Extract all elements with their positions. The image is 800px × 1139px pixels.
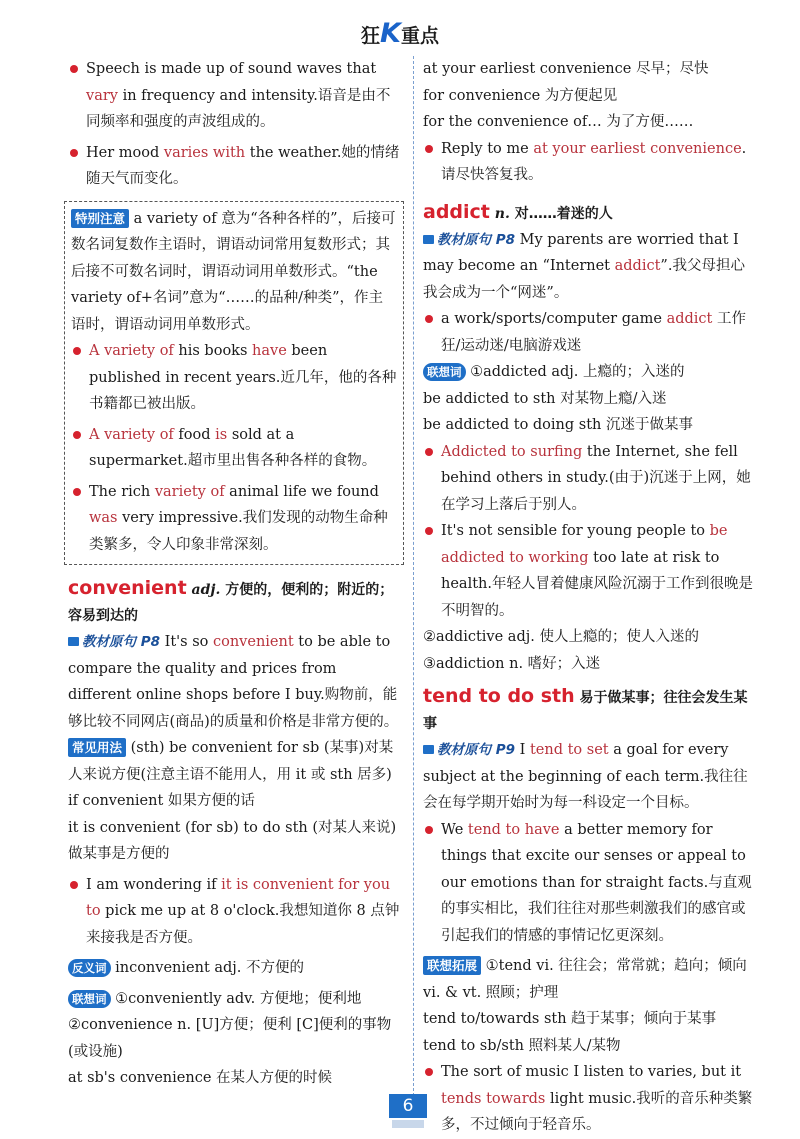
example-text: animal life we found	[224, 483, 379, 500]
phrase-line: for convenience 为方便起见	[423, 87, 618, 104]
related-line-3: ③addiction n. 嗜好；入迷	[423, 655, 601, 672]
usage-line: if convenient 如果方便的话	[68, 793, 255, 809]
headword-addict	[423, 199, 757, 227]
example-text: in frequency and intensity.	[117, 87, 318, 104]
headword-meaning: 对……着迷的人	[514, 205, 613, 222]
example-highlight: vary	[86, 87, 118, 104]
example-highlight: variety of	[154, 483, 225, 500]
source-label: 教材原句 P8	[437, 231, 515, 248]
source-highlight: convenient	[212, 634, 294, 650]
phrase-line: be addicted to sth 对某物上瘾/入迷	[423, 390, 667, 407]
source-sentence-convenient	[68, 629, 404, 735]
example-working	[423, 518, 757, 624]
extension-tag: 联想拓展	[423, 956, 481, 975]
source-translation: 我父母担心我会成为一个“网迷”。	[423, 258, 745, 301]
phrase-line: tend to sb/sth 照料某人/某物	[423, 1037, 621, 1054]
example-translation: 超市里出售各种各样的食物。	[187, 453, 377, 469]
example-reply	[423, 136, 757, 189]
antonym-tag: 反义词	[68, 959, 111, 977]
page-number: 6	[389, 1094, 427, 1118]
header-text-post: 重点	[400, 25, 439, 47]
source-highlight: addict	[614, 258, 661, 274]
example-text: the Internet, she fell behind others in study.	[441, 443, 738, 486]
example-text: pick me up at 8 o'clock.	[100, 903, 280, 919]
example-text: very impressive.	[117, 510, 243, 526]
footer-decoration	[392, 1120, 424, 1128]
source-sentence-tend	[423, 737, 757, 817]
example-highlight: is	[215, 426, 228, 443]
book-icon	[423, 745, 434, 754]
example-text: I am wondering if	[86, 876, 222, 893]
source-text: ”.	[660, 258, 673, 274]
header-k-logo: K	[380, 18, 401, 49]
headword-meaning: 易于做某事；往往会发生某事	[423, 690, 748, 732]
example-translation: 与直观的事实相比，我们往往对那些刺激我们的感官或引起我们的情感的事情记忆更深刻。	[441, 874, 752, 944]
example-highlight: varies with	[163, 144, 246, 161]
example-translation: 语音是由不同频率和强度的声波组成的。	[86, 87, 391, 130]
note-example-1	[71, 338, 397, 418]
example-text: Her mood	[86, 144, 164, 161]
example-text: We	[441, 821, 468, 838]
related-text: ①conveniently adv. 方便地；便利地	[115, 990, 362, 1007]
usage-convenient	[68, 735, 404, 788]
antonym-line	[68, 955, 404, 982]
note-example-2	[71, 422, 397, 475]
special-note-text: a variety of 意为“各种各样的”，后接可数名词复数作主语时，谓语动词常用复数形式；其后接不可数名词时，谓语动词用单数形式。“the variety of+名词”意为“……的品种/种类”，作主语时，谓语动词用单数形式。	[71, 210, 396, 333]
source-text: It's so	[164, 634, 213, 650]
headword: convenient	[68, 577, 187, 599]
usage-line: (sth) be convenient for sb (某事)对某人来说方便(注意主语不能用人，用 it 或 sth 居多)	[68, 740, 394, 783]
related-line-2: ②addictive adj. 使人上瘾的；使人入迷的	[423, 629, 699, 645]
related-line-1	[68, 986, 404, 1013]
example-highlight: A variety of	[89, 343, 174, 359]
example-text: his books	[173, 343, 253, 359]
example-translation: 请尽快答复我。	[441, 167, 543, 183]
part-of-speech: n.	[494, 205, 510, 222]
example-translation: 我们发现的动物生命种类繁多，令人印象非常深刻。	[89, 510, 388, 553]
header-text-pre: 狂	[361, 25, 381, 47]
related-line-2: ②convenience n. [U]方便；便利 [C]便利的事物(或设施)	[68, 1017, 392, 1060]
headword: tend to do sth	[423, 685, 575, 707]
example-highlight: was	[89, 510, 118, 526]
example-text: too late at risk to health.	[441, 549, 720, 592]
phrase-line: for the convenience of… 为了方便……	[423, 114, 694, 130]
source-translation: 我往往会在每学期开始时为每一科设定一个目标。	[423, 768, 748, 811]
example-highlight: A variety of	[89, 426, 174, 443]
right-column	[423, 56, 757, 1139]
tend-extension-line-1	[423, 953, 757, 1006]
example-highlight: Addicted to surfing	[441, 443, 583, 460]
example-highlight: it is convenient for you to	[86, 876, 391, 919]
book-icon	[423, 235, 434, 244]
example-translation: 我听的音乐种类繁多，不过倾向于轻音乐。	[441, 1090, 753, 1133]
note-example-3	[71, 479, 397, 559]
example-text: the weather.	[245, 144, 342, 161]
usage-line: it is convenient (for sb) to do sth (对某人来说)做某事是方便的	[68, 819, 397, 862]
usage-tag: 常见用法	[68, 738, 126, 757]
phrase-line: tend to/towards sth 趋于某事；倾向于某事	[423, 1011, 717, 1027]
source-text: a goal for every subject at the beginning of each term.	[423, 742, 729, 785]
example-translation: (由于)沉迷于上网，她在学习上落后于别人。	[441, 470, 751, 513]
phrase-line: at your earliest convenience 尽早；尽快	[423, 61, 709, 77]
special-note-tag: 特别注意	[71, 209, 129, 228]
example-highlight: addict	[666, 311, 713, 327]
example-addict-types	[423, 306, 757, 359]
related-tag: 联想词	[423, 363, 466, 381]
example-translation: 我想知道你 8 点钟来接我是否方便。	[86, 903, 400, 946]
example-speech	[68, 56, 404, 136]
source-text: I	[519, 742, 530, 758]
special-note-box	[64, 201, 404, 566]
special-note	[71, 206, 397, 339]
phrase-line: be addicted to doing sth 沉迷于做某事	[423, 417, 693, 433]
source-highlight: tend to set	[529, 742, 609, 758]
source-label: 教材原句 P8	[82, 634, 160, 650]
example-translation: 工作狂/运动迷/电脑游戏迷	[441, 311, 746, 354]
source-translation: 购物前，能够比较不同网店(商品)的质量和价格是非常方便的。	[68, 687, 399, 730]
example-text: sold at a supermarket.	[89, 426, 295, 469]
part-of-speech: adj.	[191, 582, 221, 598]
related-tag: 联想词	[68, 990, 111, 1008]
example-pick-up	[68, 872, 404, 952]
example-mood	[68, 140, 404, 193]
example-music	[423, 1059, 757, 1139]
source-sentence-addict	[423, 227, 757, 307]
book-icon	[68, 637, 79, 646]
example-translation: 年轻人冒着健康风险沉溺于工作到很晚是不明智的。	[441, 576, 753, 619]
source-label: 教材原句 P9	[437, 742, 515, 758]
headword-convenient	[68, 575, 404, 629]
example-text: The sort of music I listen to varies, but it	[441, 1064, 742, 1080]
example-translation: 近几年，他的各种书籍都已被出版。	[89, 369, 397, 412]
headword-tend	[423, 683, 757, 737]
headword: addict	[423, 200, 490, 223]
source-text: My parents are worried that I may become an “Internet	[423, 231, 739, 274]
source-text: to be able to compare the quality and prices from different online shops before I buy.	[68, 634, 391, 703]
left-column	[68, 56, 404, 1092]
example-text: been published in recent years.	[89, 343, 328, 386]
example-text: It's not sensible for young people to	[441, 523, 710, 539]
example-memory	[423, 817, 757, 950]
example-highlight: be addicted to working	[441, 523, 728, 566]
example-text: .	[741, 140, 747, 157]
antonym-text: inconvenient adj. 不方便的	[115, 960, 305, 976]
example-highlight: have	[252, 343, 287, 359]
addict-related-line-1	[423, 359, 757, 386]
example-highlight: tend to have	[467, 821, 560, 838]
example-text: The rich	[89, 483, 155, 500]
example-text: light music.	[545, 1090, 637, 1107]
example-text: Speech is made up of sound waves that	[86, 61, 377, 77]
example-highlight: tends towards	[441, 1090, 546, 1107]
column-divider	[413, 56, 414, 1096]
example-text: Reply to me	[441, 140, 534, 157]
related-text: ①addicted adj. 上瘾的；入迷的	[470, 364, 685, 380]
page-header	[0, 18, 800, 49]
example-translation: 她的情绪随天气而变化。	[86, 144, 400, 187]
related-line-3: at sb's convenience 在某人方便的时候	[68, 1070, 333, 1086]
example-surfing	[423, 439, 757, 519]
example-highlight: at your earliest convenience	[533, 140, 742, 157]
example-text: a work/sports/computer game	[441, 311, 667, 327]
headword-meaning: 方便的，便利的；附近的；容易到达的	[68, 582, 394, 624]
extension-text: ①tend vi. 往往会；常常就；趋向；倾向 vi. & vt. 照顾；护理	[423, 958, 747, 1001]
example-text: food	[173, 426, 216, 443]
example-text: a better memory for things that excite our senses or appeal to our emotions than for straight facts.	[441, 821, 746, 891]
